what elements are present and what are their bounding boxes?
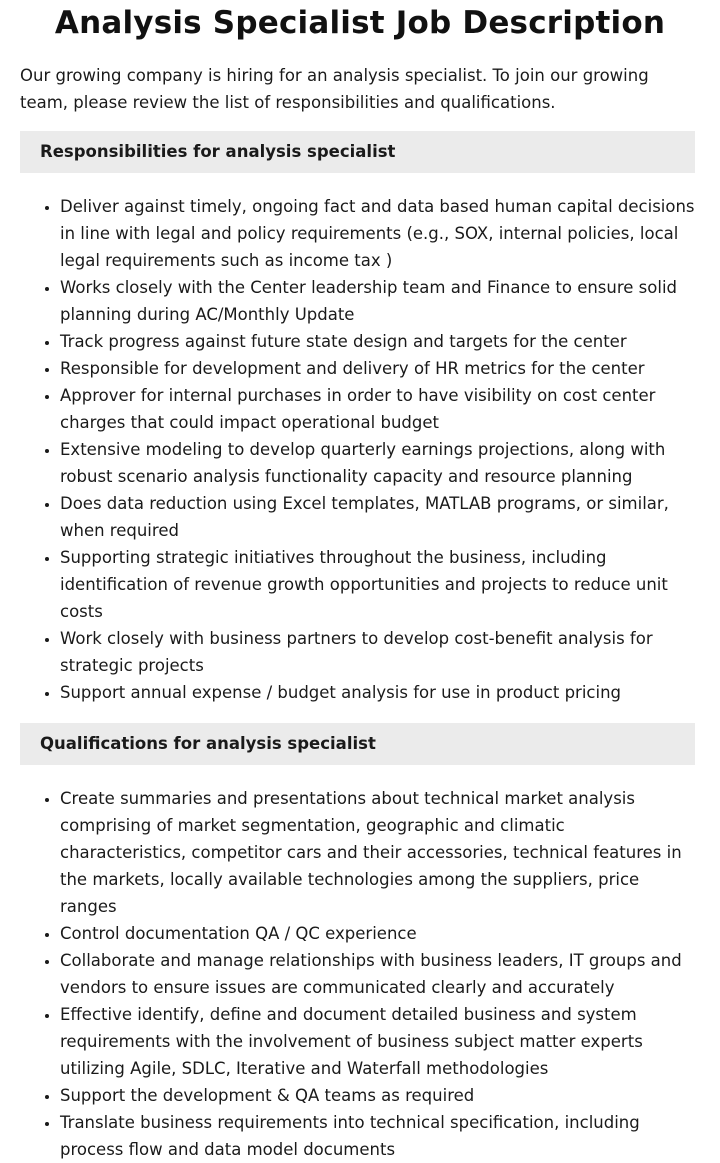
- list-item: • Support the development & QA teams as required: [60, 1082, 720, 1109]
- responsibilities-heading: Responsibilities for analysis specialist: [20, 131, 695, 173]
- list-item: • Approver for internal purchases in order to have visibility on cost center charges that could impact operational budget: [60, 382, 720, 436]
- list-item: • Track progress against future state design and targets for the center: [60, 328, 720, 355]
- list-item: • Control documentation QA / QC experience: [60, 920, 720, 947]
- list-item: • Create summaries and presentations about technical market analysis comprising of market segmentation, geographic and climatic characteristics, competitor cars and their accessories, technical features in the markets, locally available technologies among the suppliers, price ranges: [60, 785, 720, 920]
- list-item: • Supporting strategic initiatives throughout the business, including identification of revenue growth opportunities and projects to reduce unit costs: [60, 544, 720, 625]
- list-item: • Extensive modeling to develop quarterly earnings projections, along with robust scenario analysis functionality capacity and resource planning: [60, 436, 720, 490]
- responsibilities-list: [0, 193, 720, 706]
- intro-paragraph: Our growing company is hiring for an analysis specialist. To join our growing team, please review the list of responsibilities and qualifications.: [20, 66, 649, 112]
- list-item: • Deliver against timely, ongoing fact and data based human capital decisions in line with legal and policy requirements (e.g., SOX, internal policies, local legal requirements such as income tax ): [60, 193, 720, 274]
- list-item: • Work closely with business partners to develop cost-benefit analysis for strategic projects: [60, 625, 720, 679]
- qualifications-list: [0, 785, 720, 1163]
- list-item: • Works closely with the Center leadership team and Finance to ensure solid planning during AC/Monthly Update: [60, 274, 720, 328]
- list-item: • Translate business requirements into technical specification, including process flow and data model documents: [60, 1109, 720, 1163]
- page-title: Analysis Specialist Job Description: [54, 5, 666, 41]
- list-item: • Collaborate and manage relationships with business leaders, IT groups and vendors to ensure issues are communicated clearly and accurately: [60, 947, 720, 1001]
- list-item: • Responsible for development and delivery of HR metrics for the center: [60, 355, 720, 382]
- list-item: • Does data reduction using Excel templates, MATLAB programs, or similar, when required: [60, 490, 720, 544]
- qualifications-heading: Qualifications for analysis specialist: [20, 723, 695, 765]
- list-item: • Support annual expense / budget analysis for use in product pricing: [60, 679, 720, 706]
- list-item: • Effective identify, define and document detailed business and system requirements with the involvement of business subject matter experts utilizing Agile, SDLC, Iterative and Waterfall methodologies: [60, 1001, 720, 1082]
